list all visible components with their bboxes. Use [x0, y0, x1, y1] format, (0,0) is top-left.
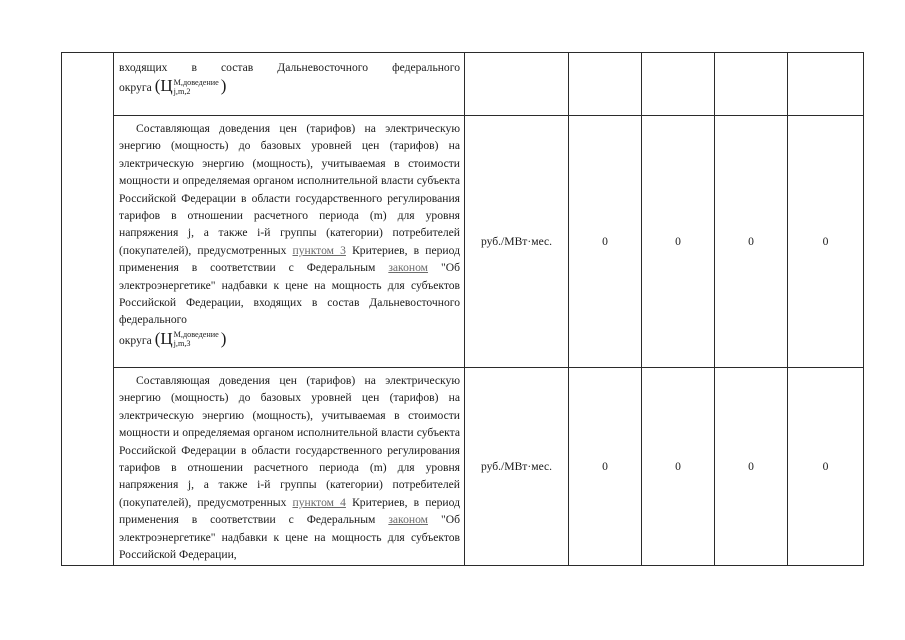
- description-cell: [114, 53, 465, 116]
- description-text: [114, 368, 464, 563]
- value-cell: 0: [788, 368, 864, 566]
- description-part: Составляющая доведения цен (тарифов) на электрическую энергию (мощность) до базовых уровней цен (тарифов) на электрическую энергию (мощность), учитываемая в стоимости мощности и определяемая органом исполнительной власти субъекта Российской Федерации в области государственного регулирования тарифов в отношении расчетного периода (m) для уровня напряжения j, а также i-й группы (категории) потребителей (покупателей), предусмотренных: [119, 374, 460, 509]
- value-cell: [715, 53, 788, 116]
- index-cell: [62, 53, 114, 566]
- formula-superscript: М,доведение: [173, 77, 219, 87]
- description-cell: [114, 116, 465, 368]
- value-cell: [788, 53, 864, 116]
- value-cell: 0: [715, 368, 788, 566]
- value-cell: [642, 53, 715, 116]
- unit-cell: [465, 53, 569, 116]
- formula-paren-open: (: [154, 328, 161, 348]
- value-cell: [569, 53, 642, 116]
- description-cell: [114, 368, 465, 566]
- formula-paren-close: ): [220, 328, 227, 348]
- unit-cell: руб./МВт·мес.: [465, 368, 569, 566]
- law-link[interactable]: законом: [388, 513, 429, 527]
- description-line: входящих в состав Дальневосточного федерального: [119, 61, 460, 74]
- formula-paren-open: (: [154, 76, 161, 96]
- description-part: "Об электроэнергетике" надбавки к цене на мощность для субъектов Российской Федерации,: [119, 513, 460, 562]
- formula-indices: [174, 78, 219, 96]
- okrug-word: округа: [119, 333, 152, 347]
- formula-subscript: j,m,3: [173, 339, 191, 349]
- value-cell: 0: [642, 116, 715, 368]
- value-cell: 0: [788, 116, 864, 368]
- formula-symbol: Ц: [160, 328, 173, 348]
- description-part: Критериев, в период применения в соответствии с Федеральным: [119, 243, 460, 275]
- punkt-link[interactable]: пунктом 4: [292, 495, 346, 509]
- table-row: [62, 368, 864, 566]
- table-row: [62, 53, 864, 116]
- punkt-link[interactable]: пунктом 3: [292, 243, 346, 257]
- description-text: [114, 53, 464, 98]
- description-text: [114, 116, 464, 350]
- okrug-formula: [119, 330, 460, 350]
- value-cell: 0: [642, 368, 715, 566]
- formula-indices: [174, 330, 219, 348]
- tariff-table: [61, 52, 864, 566]
- description-part: Критериев, в период применения в соответствии с Федеральным: [119, 495, 460, 527]
- formula-paren-close: ): [220, 76, 227, 96]
- unit-cell: руб./МВт·мес.: [465, 116, 569, 368]
- value-cell: 0: [715, 116, 788, 368]
- okrug-formula: [119, 77, 460, 97]
- value-cell: 0: [569, 116, 642, 368]
- description-part: "Об электроэнергетике" надбавки к цене на мощность для субъектов Российской Федерации, входящих в состав Дальневосточного федерального: [119, 261, 460, 327]
- law-link[interactable]: законом: [388, 261, 429, 275]
- formula-symbol: Ц: [160, 76, 173, 96]
- table-row: [62, 116, 864, 368]
- description-part: Составляющая доведения цен (тарифов) на электрическую энергию (мощность) до базовых уровней цен (тарифов) на электрическую энергию (мощность), учитываемая в стоимости мощности и определяемая органом исполнительной власти субъекта Российской Федерации в области государственного регулирования тарифов в отношении расчетного периода (m) для уровня напряжения j, а также i-й группы (категории) потребителей (покупателей), предусмотренных: [119, 122, 460, 257]
- formula-subscript: j,m,2: [173, 86, 191, 96]
- okrug-word: округа: [119, 81, 152, 95]
- formula-superscript: М,доведение: [173, 330, 219, 340]
- value-cell: 0: [569, 368, 642, 566]
